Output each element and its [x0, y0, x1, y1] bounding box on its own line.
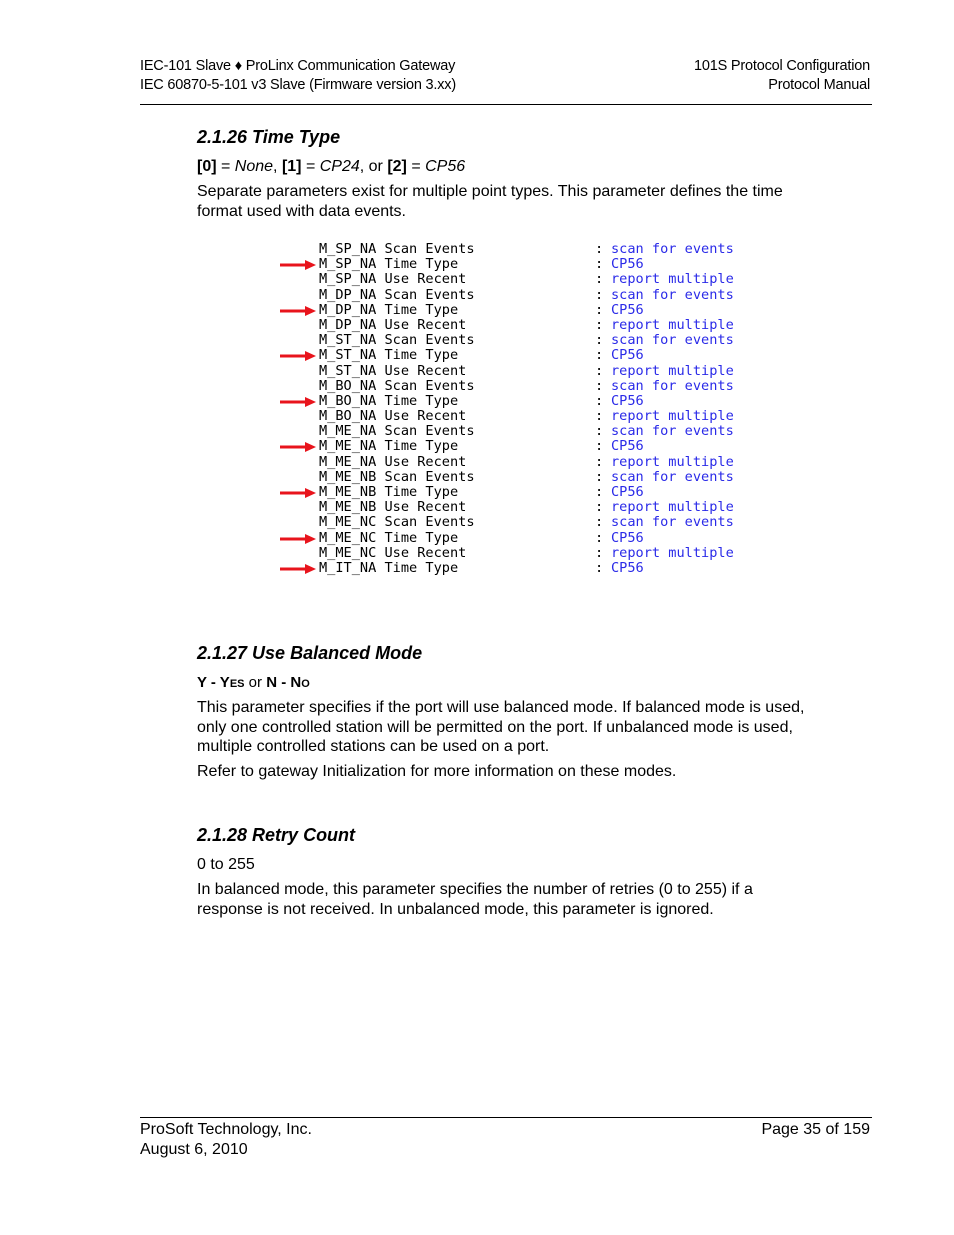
config-row-name: M_BO_NA Scan Events [319, 377, 475, 394]
config-row-value: CP56 [611, 392, 644, 409]
config-row-value: report multiple [611, 316, 734, 333]
config-row-name: M_DP_NA Time Type [319, 301, 459, 318]
config-row-value: report multiple [611, 271, 734, 288]
config-row-name: M_SP_NA Time Type [319, 256, 459, 273]
config-row-name: M_ST_NA Time Type [319, 347, 459, 364]
config-row-separator: : [595, 453, 604, 470]
header-product-title: IEC-101 Slave ♦ ProLinx Communication Gateway [140, 58, 456, 74]
config-row-value: scan for events [611, 286, 734, 303]
config-row-value: report multiple [611, 544, 734, 561]
config-row-separator: : [595, 499, 604, 516]
config-row-name: M_ME_NA Use Recent [319, 453, 467, 470]
retry-count-description: In balanced mode, this parameter specifies the number of retries (0 to 255) if a response is not received. In unbalanced mode, this parameter is ignored. [197, 881, 753, 918]
footer-left [140, 1120, 312, 1159]
config-row-name: M_ME_NB Scan Events [319, 468, 475, 485]
config-row-name: M_DP_NA Use Recent [319, 316, 467, 333]
config-row-separator: : [595, 559, 604, 576]
footer-page-number: Page 35 of 159 [761, 1121, 870, 1138]
config-row-value: scan for events [611, 332, 734, 349]
config-row-name: M_IT_NA Time Type [319, 559, 459, 576]
config-row-value: CP56 [611, 529, 644, 546]
balanced-mode-refer: Refer to gateway Initialization for more information on these modes. [197, 763, 677, 780]
config-row-separator: : [595, 286, 604, 303]
option-2-eq: = [406, 158, 426, 175]
config-row-separator: : [595, 362, 604, 379]
option-1-value: CP24 [319, 158, 360, 175]
header-product-subtitle: IEC 60870-5-101 v3 Slave (Firmware version 3.xx) [140, 77, 456, 93]
balanced-mode-description: This parameter specifies if the port will use balanced mode. If balanced mode is used, only one controlled station will be permitted on the port. If unbalanced mode is used, multiple controlled stations can be used on a port. [197, 699, 805, 755]
arrow-right-icon [280, 564, 316, 574]
section-heading-time-type: 2.1.26 Time Type [197, 127, 341, 147]
config-row-value: CP56 [611, 256, 644, 273]
option-1-eq: = [301, 158, 320, 175]
footer-company: ProSoft Technology, Inc. [140, 1121, 312, 1138]
config-row-value: scan for events [611, 514, 734, 531]
arrow-right-icon [280, 351, 316, 361]
header-right [694, 57, 870, 95]
arrow-right-icon [280, 442, 316, 452]
config-row-name: M_ST_NA Scan Events [319, 332, 475, 349]
footer-right [761, 1120, 870, 1140]
option-no-key: N - N [266, 674, 302, 691]
config-row-separator: : [595, 256, 604, 273]
retry-count-range: 0 to 255 [197, 856, 255, 873]
option-0-eq: = [216, 158, 235, 175]
config-row-separator: : [595, 484, 604, 500]
config-row-value: report multiple [611, 453, 734, 470]
option-1-key: [1] [281, 158, 302, 175]
option-yes-rest: es [229, 674, 245, 691]
config-row-separator: : [595, 377, 604, 394]
option-no-rest: o [301, 674, 310, 691]
arrow-right-icon [280, 534, 316, 544]
config-row-separator: : [595, 347, 604, 364]
option-sep-2: , or [359, 158, 388, 175]
config-row-name: M_ME_NC Scan Events [319, 514, 475, 531]
config-row-separator: : [595, 392, 604, 409]
config-row-value: CP56 [611, 559, 644, 576]
config-row-value: report multiple [611, 499, 734, 516]
option-yes-key: Y - Y [197, 674, 230, 691]
config-row-value: CP56 [611, 438, 644, 455]
header-section-title: 101S Protocol Configuration [694, 58, 870, 74]
option-or: or [244, 674, 267, 691]
config-row-value: report multiple [611, 362, 734, 379]
arrow-right-icon [280, 260, 316, 270]
config-row-separator: : [595, 241, 604, 257]
config-row-separator: : [595, 316, 604, 333]
footer-divider [140, 1117, 872, 1118]
config-row-separator: : [595, 423, 604, 440]
config-row-name: M_DP_NA Scan Events [319, 286, 475, 303]
config-row-separator: : [595, 544, 604, 561]
config-row-separator: : [595, 468, 604, 485]
config-row-value: CP56 [611, 347, 644, 364]
header-manual-title: Protocol Manual [768, 77, 870, 93]
balanced-mode-options [197, 673, 817, 693]
config-row-separator: : [595, 271, 604, 288]
arrow-right-icon [280, 488, 316, 498]
config-row-name: M_ME_NA Scan Events [319, 423, 475, 440]
config-row-value: scan for events [611, 423, 734, 440]
option-0-key: [0] [197, 158, 217, 175]
config-row-value: scan for events [611, 241, 734, 257]
header-divider [140, 104, 872, 105]
config-row-separator: : [595, 529, 604, 546]
config-row-name: M_ME_NA Time Type [319, 438, 459, 455]
config-row-name: M_ME_NC Time Type [319, 529, 459, 546]
config-row-value: scan for events [611, 468, 734, 485]
option-sep-1: , [273, 158, 282, 175]
time-type-options [197, 157, 817, 177]
option-2-value: CP56 [425, 158, 466, 175]
config-row-value: report multiple [611, 408, 734, 425]
arrow-right-icon [280, 397, 316, 407]
config-row-name: M_ME_NC Use Recent [319, 544, 467, 561]
config-row-name: M_ME_NB Time Type [319, 484, 459, 500]
config-row-separator: : [595, 301, 604, 318]
config-row-name: M_ST_NA Use Recent [319, 362, 467, 379]
footer-date: August 6, 2010 [140, 1140, 248, 1158]
option-no [266, 674, 310, 691]
config-row-value: scan for events [611, 377, 734, 394]
config-row-name: M_SP_NA Scan Events [319, 241, 475, 257]
config-row-name: M_BO_NA Use Recent [319, 408, 467, 425]
config-row-separator: : [595, 438, 604, 455]
config-row-name: M_BO_NA Time Type [319, 392, 459, 409]
section-heading-balanced-mode: 2.1.27 Use Balanced Mode [197, 643, 423, 663]
config-row-name: M_ME_NB Use Recent [319, 499, 467, 516]
header-left [140, 57, 456, 95]
config-row-value: CP56 [611, 301, 644, 318]
config-row-value: CP56 [611, 484, 644, 500]
time-type-description: Separate parameters exist for multiple point types. This parameter defines the time format used with data events. [197, 183, 783, 220]
config-row-separator: : [595, 408, 604, 425]
option-2-key: [2] [387, 158, 407, 175]
option-yes [197, 674, 245, 691]
config-row-separator: : [595, 332, 604, 349]
section-heading-retry-count: 2.1.28 Retry Count [197, 825, 356, 845]
option-0-value: None [234, 158, 274, 175]
arrow-right-icon [280, 306, 316, 316]
config-row-name: M_SP_NA Use Recent [319, 271, 467, 288]
config-row-separator: : [595, 514, 604, 531]
